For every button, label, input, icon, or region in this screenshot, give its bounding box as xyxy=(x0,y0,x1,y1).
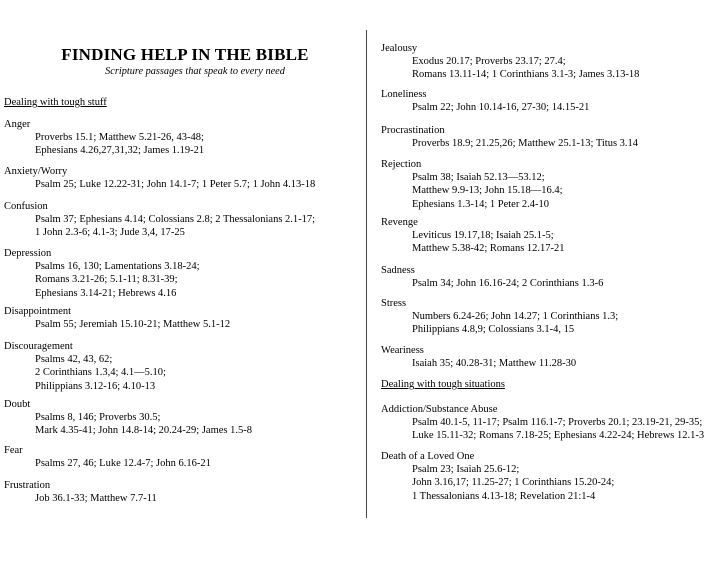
topic-stress xyxy=(381,297,618,337)
topic-name: Discouragement xyxy=(4,341,73,352)
topic-loneliness xyxy=(381,88,589,114)
topic-ref: 2 Corinthians 1.3,4; 4.1—5.10; xyxy=(35,367,166,379)
topic-anger xyxy=(4,118,204,158)
page-subtitle: Scripture passages that speak to every need xyxy=(105,66,285,77)
topic-name: Depression xyxy=(4,248,52,259)
topic-ref: Psalm 34; John 16.16-24; 2 Corinthians 1.3-6 xyxy=(412,278,604,290)
column-divider xyxy=(366,30,367,518)
topic-ref: Luke 15.11-32; Romans 7.18-25; Ephesians 4.22-24; Hebrews 12.1-3 xyxy=(412,430,705,442)
topic-ref: Proverbs 18.9; 21.25,26; Matthew 25.1-13; Titus 3.14 xyxy=(412,138,639,150)
topic-procrastination xyxy=(381,124,638,150)
topic-ref: Psalms 16, 130; Lamentations 3.18-24; xyxy=(35,261,200,273)
topic-name: Addiction/Substance Abuse xyxy=(381,404,498,415)
topic-revenge xyxy=(381,216,565,256)
topic-ref: John 3.16,17; 11.25-27; 1 Corinthians 15.20-24; xyxy=(412,477,615,489)
topic-name: Death of a Loved One xyxy=(381,451,475,462)
topic-name: Sadness xyxy=(381,265,415,276)
topic-name: Weariness xyxy=(381,345,424,356)
topic-name: Loneliness xyxy=(381,89,427,100)
topic-ref: Proverbs 15.1; Matthew 5.21-26, 43-48; xyxy=(35,132,204,144)
topic-ref: Ephesians 1.3-14; 1 Peter 2.4-10 xyxy=(412,198,550,210)
topic-disappointment xyxy=(4,305,230,331)
topic-ref: Leviticus 19.17,18; Isaiah 25.1-5; xyxy=(412,230,554,242)
topic-name: Disappointment xyxy=(4,306,72,317)
topic-name: Revenge xyxy=(381,217,418,228)
topic-ref: 1 John 2.3-6; 4.1-3; Jude 3,4, 17-25 xyxy=(35,227,185,239)
topic-ref: Philippians 3.12-16; 4.10-13 xyxy=(35,380,156,392)
topic-name: Frustration xyxy=(4,480,51,491)
topic-anxiety xyxy=(4,165,315,191)
topic-name: Jealousy xyxy=(381,43,418,54)
topic-name: Anger xyxy=(4,119,31,130)
topic-jealousy xyxy=(381,42,639,82)
topic-doubt xyxy=(4,398,252,438)
topic-name: Fear xyxy=(4,445,23,456)
section-heading-tough-situations: Dealing with tough situations xyxy=(381,379,505,390)
topic-ref: Ephesians 3.14-21; Hebrews 4.16 xyxy=(35,287,177,299)
topic-ref: Matthew 5.38-42; Romans 12.17-21 xyxy=(412,243,565,255)
page-title: FINDING HELP IN THE BIBLE xyxy=(61,45,309,64)
topic-ref: Psalm 25; Luke 12.22-31; John 14.1-7; 1 Peter 5.7; 1 John 4.13-18 xyxy=(35,179,316,191)
topic-death-of-loved-one xyxy=(381,450,614,503)
topic-ref: Ephesians 4.26,27,31,32; James 1.19-21 xyxy=(35,145,205,157)
topic-name: Anxiety/Worry xyxy=(4,166,68,177)
topic-name: Rejection xyxy=(381,159,422,170)
topic-ref: Mark 4.35-41; John 14.8-14; 20.24-29; James 1.5-8 xyxy=(35,425,252,437)
topic-fear xyxy=(4,444,211,470)
topic-depression xyxy=(4,247,200,300)
topic-ref: Isaiah 35; 40.28-31; Matthew 11.28-30 xyxy=(412,358,577,370)
topic-ref: Numbers 6.24-26; John 14.27; 1 Corinthians 1.3; xyxy=(412,311,619,323)
topic-ref: Job 36.1-33; Matthew 7.7-11 xyxy=(35,493,157,505)
section-heading-tough-stuff: Dealing with tough stuff xyxy=(4,97,107,108)
topic-addiction xyxy=(381,403,704,443)
topic-weariness xyxy=(381,344,576,370)
topic-ref: Psalm 23; Isaiah 25.6-12; xyxy=(412,464,520,476)
topic-ref: Matthew 9.9-13; John 15.18—16.4; xyxy=(412,185,563,197)
topic-rejection xyxy=(381,158,563,211)
topic-ref: Philippians 4.8,9; Colossians 3.1-4, 15 xyxy=(412,324,575,336)
topic-ref: Psalm 22; John 10.14-16, 27-30; 14.15-21 xyxy=(412,102,590,114)
topic-name: Stress xyxy=(381,298,407,309)
topic-ref: Romans 3.21-26; 5.1-11; 8.31-39; xyxy=(35,274,178,286)
topic-ref: Psalm 40.1-5, 11-17; Psalm 116.1-7; Proverbs 20.1; 23.19-21, 29-35; xyxy=(412,417,703,429)
topic-name: Confusion xyxy=(4,201,48,212)
topic-ref: Psalm 37; Ephesians 4.14; Colossians 2.8; 2 Thessalonians 2.1-17; xyxy=(35,214,316,226)
topic-ref: Psalms 27, 46; Luke 12.4-7; John 6.16-21 xyxy=(35,458,211,470)
topic-name: Doubt xyxy=(4,399,31,410)
topic-ref: Psalms 8, 146; Proverbs 30.5; xyxy=(35,412,161,424)
topic-ref: Psalm 55; Jeremiah 15.10-21; Matthew 5.1-12 xyxy=(35,319,231,331)
topic-name: Procrastination xyxy=(381,125,445,136)
topic-confusion xyxy=(4,200,315,240)
topic-ref: 1 Thessalonians 4.13-18; Revelation 21:1-4 xyxy=(412,490,596,502)
topic-frustration xyxy=(4,479,157,505)
topic-ref: Exodus 20.17; Proverbs 23.17; 27.4; xyxy=(412,56,566,68)
topic-ref: Psalms 42, 43, 62; xyxy=(35,354,113,366)
topic-sadness xyxy=(381,264,603,290)
topic-ref: Romans 13.11-14; 1 Corinthians 3.1-3; James 3.13-18 xyxy=(412,69,640,81)
topic-discouragement xyxy=(4,340,166,393)
topic-ref: Psalm 38; Isaiah 52.13—53.12; xyxy=(412,172,545,184)
